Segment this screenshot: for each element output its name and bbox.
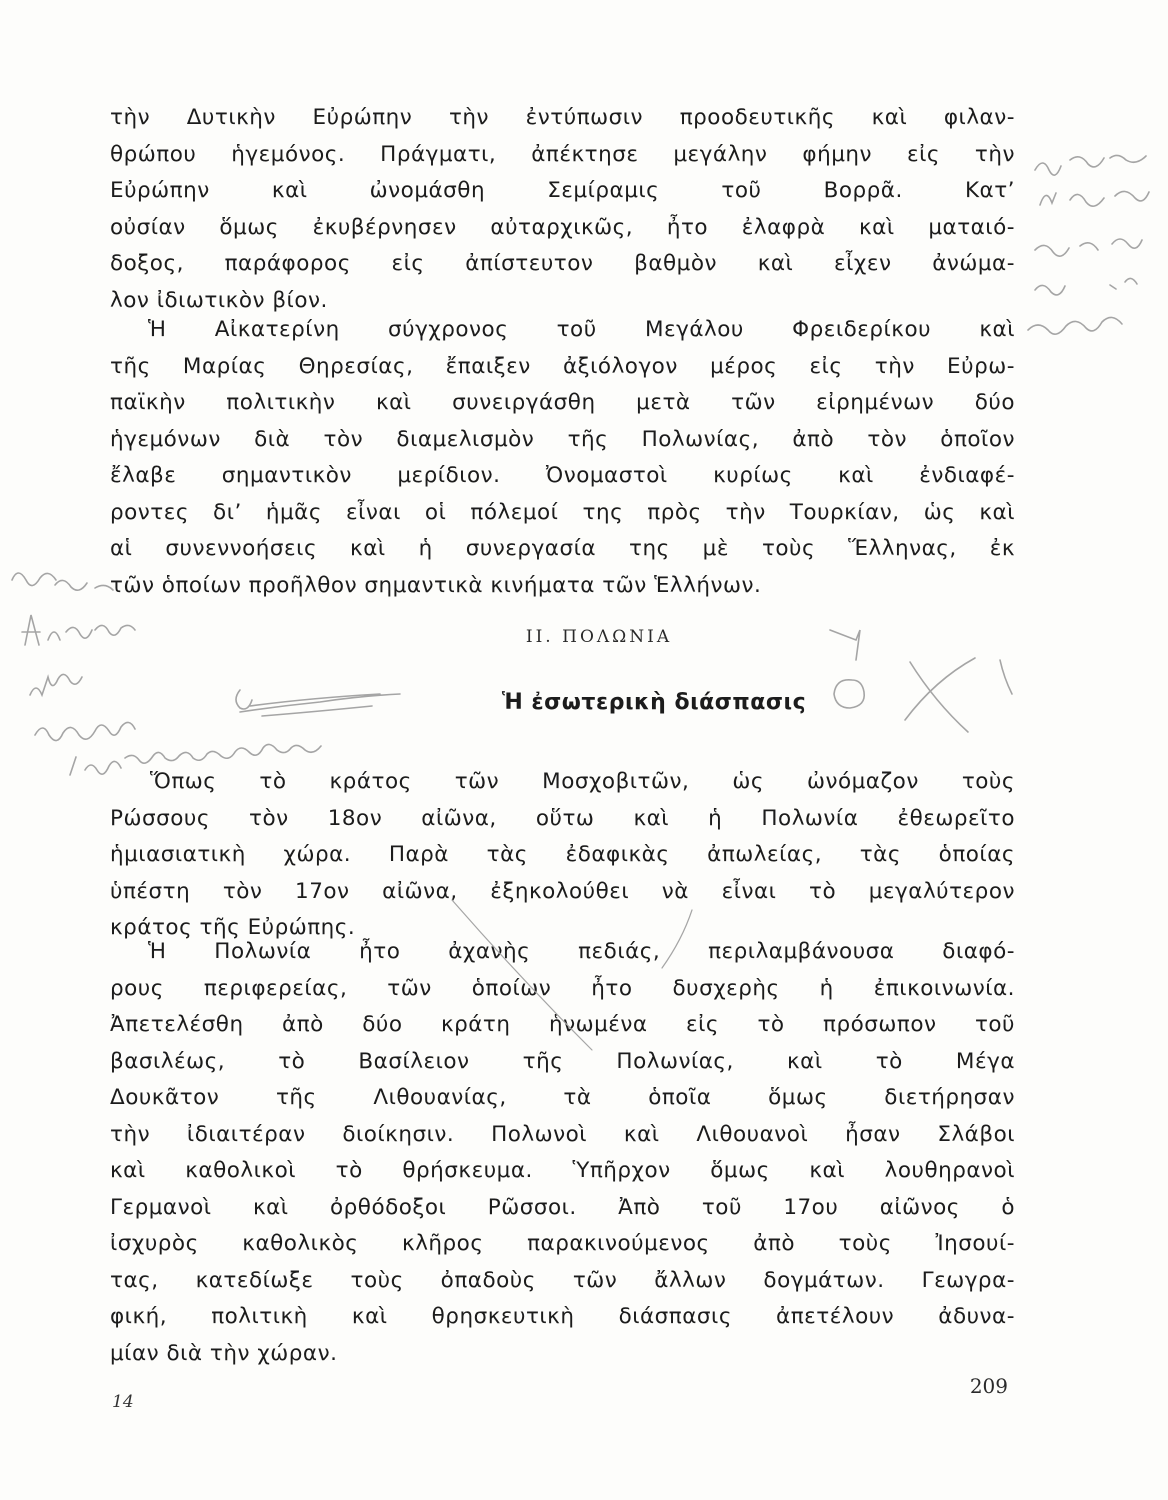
- page-number: 209: [969, 1374, 1008, 1398]
- text-line: μίαν διὰ τὴν χώραν.: [110, 1340, 338, 1366]
- text-line: Ρώσσους τὸν 18ον αἰῶνα, οὕτω καὶ ἡ Πολωνία ἐθεωρεῖτο: [110, 805, 1015, 831]
- text-line: Ἡ Πολωνία ἦτο ἀχανὴς πεδιάς, περιλαμβάνουσα διαφό-: [148, 939, 1015, 964]
- signature-mark: 14: [112, 1392, 134, 1412]
- paragraph-poland-intro: [110, 764, 1015, 947]
- text-line: ἰσχυρὸς καθολικὸς κλῆρος παρακινούμενος ἀπὸ τοὺς Ἰησουί-: [110, 1231, 1015, 1256]
- text-line: τῶν ὁποίων προῆλθον σημαντικὰ κινήματα τῶν Ἑλλήνων.: [110, 572, 762, 598]
- paragraph-catherine-politics: [110, 312, 1015, 604]
- text-line: Εὐρώπην καὶ ὠνομάσθη Σεμίραμις τοῦ Βορρᾶ. Κατ’: [110, 178, 1015, 203]
- text-line: ἔλαβε σημαντικὸν μερίδιον. Ὀνομαστοὶ κυρίως καὶ ἐνδιαφέ-: [110, 463, 1015, 488]
- text-line: βασιλέως, τὸ Βασίλειον τῆς Πολωνίας, καὶ τὸ Μέγα: [110, 1048, 1015, 1074]
- text-line: ροντες δι’ ἡμᾶς εἶναι οἱ πόλεμοί της πρὸς τὴν Τουρκίαν, ὡς καὶ: [110, 499, 1015, 525]
- text-line: Γερμανοὶ καὶ ὀρθόδοξοι Ρῶσσοι. Ἀπὸ τοῦ 17ου αἰῶνος ὁ: [110, 1194, 1015, 1220]
- text-line: Ἀπετελέσθη ἀπὸ δύο κράτη ἡνωμένα εἰς τὸ πρόσωπον τοῦ: [110, 1012, 1015, 1037]
- text-line: λον ἰδιωτικὸν βίον.: [110, 287, 328, 313]
- text-line: τας, κατεδίωξε τοὺς ὀπαδοὺς τῶν ἄλλων δογμάτων. Γεωγρα-: [110, 1267, 1015, 1293]
- text-line: δοξος, παράφορος εἰς ἀπίστευτον βαθμὸν καὶ εἶχεν ἀνώμα-: [110, 251, 1015, 276]
- text-line: αἱ συνεννοήσεις καὶ ἡ συνεργασία της μὲ τοὺς Ἕλληνας, ἐκ: [110, 536, 1015, 561]
- text-line: καὶ καθολικοὶ τὸ θρήσκευμα. Ὑπῆρχον ὅμως καὶ λουθηρανοὶ: [110, 1158, 1015, 1183]
- paragraph-poland-geography: [110, 934, 1015, 1372]
- text-line: Ὅπως τὸ κράτος τῶν Μοσχοβιτῶν, ὡς ὠνόμαζον τοὺς: [150, 769, 1015, 794]
- text-line: ἡγεμόνων διὰ τὸν διαμελισμὸν τῆς Πολωνίας, ἀπὸ τὸν ὁποῖον: [110, 426, 1015, 452]
- text-line: τῆς Μαρίας Θηρεσίας, ἔπαιξεν ἀξιόλογον μέρος εἰς τὴν Εὐρω-: [110, 353, 1015, 379]
- text-line: θρώπου ἡγεμόνος. Πράγματι, ἀπέκτησε μεγάλην φήμην εἰς τὴν: [110, 141, 1015, 167]
- text-line: τὴν Δυτικὴν Εὐρώπην τὴν ἐντύπωσιν προοδευτικῆς καὶ φιλαν-: [110, 105, 1015, 130]
- text-line: Δουκᾶτον τῆς Λιθουανίας, τὰ ὁποῖα ὅμως διετήρησαν: [110, 1085, 1015, 1110]
- subsection-heading: Ἡ ἐσωτερικὴ διάσπασις: [501, 690, 807, 715]
- text-line: ἡμιασιατικὴ χώρα. Παρὰ τὰς ἐδαφικὰς ἀπωλείας, τὰς ὁποίας: [110, 842, 1015, 867]
- text-line: τὴν ἰδιαιτέραν διοίκησιν. Πολωνοὶ καὶ Λιθουανοὶ ἦσαν Σλάβοι: [110, 1121, 1015, 1147]
- text-line: κράτος τῆς Εὐρώπης.: [110, 915, 356, 940]
- text-line: φική, πολιτικὴ καὶ θρησκευτικὴ διάσπασις ἀπετέλουν ἀδυνα-: [110, 1304, 1015, 1329]
- text-line: οὐσίαν ὅμως ἐκυβέρνησεν αὐταρχικῶς, ἦτο ἐλαφρὰ καὶ ματαιό-: [110, 214, 1015, 240]
- text-line: παϊκὴν πολιτικὴν καὶ συνειργάσθη μετὰ τῶν εἰρημένων δύο: [110, 390, 1015, 415]
- text-line: ὑπέστη τὸν 17ον αἰῶνα, ἐξηκολούθει νὰ εἶναι τὸ μεγαλύτερον: [110, 878, 1015, 904]
- text-line: Ἡ Αἰκατερίνη σύγχρονος τοῦ Μεγάλου Φρειδερίκου καὶ: [148, 317, 1015, 342]
- text-line: ρους περιφερείας, τῶν ὁποίων ἦτο δυσχερὴς ἡ ἐπικοινωνία.: [110, 975, 1015, 1001]
- section-heading: II. ΠΟΛΩΝΙΑ: [525, 627, 673, 647]
- paragraph-catherine-reputation: [110, 100, 1015, 319]
